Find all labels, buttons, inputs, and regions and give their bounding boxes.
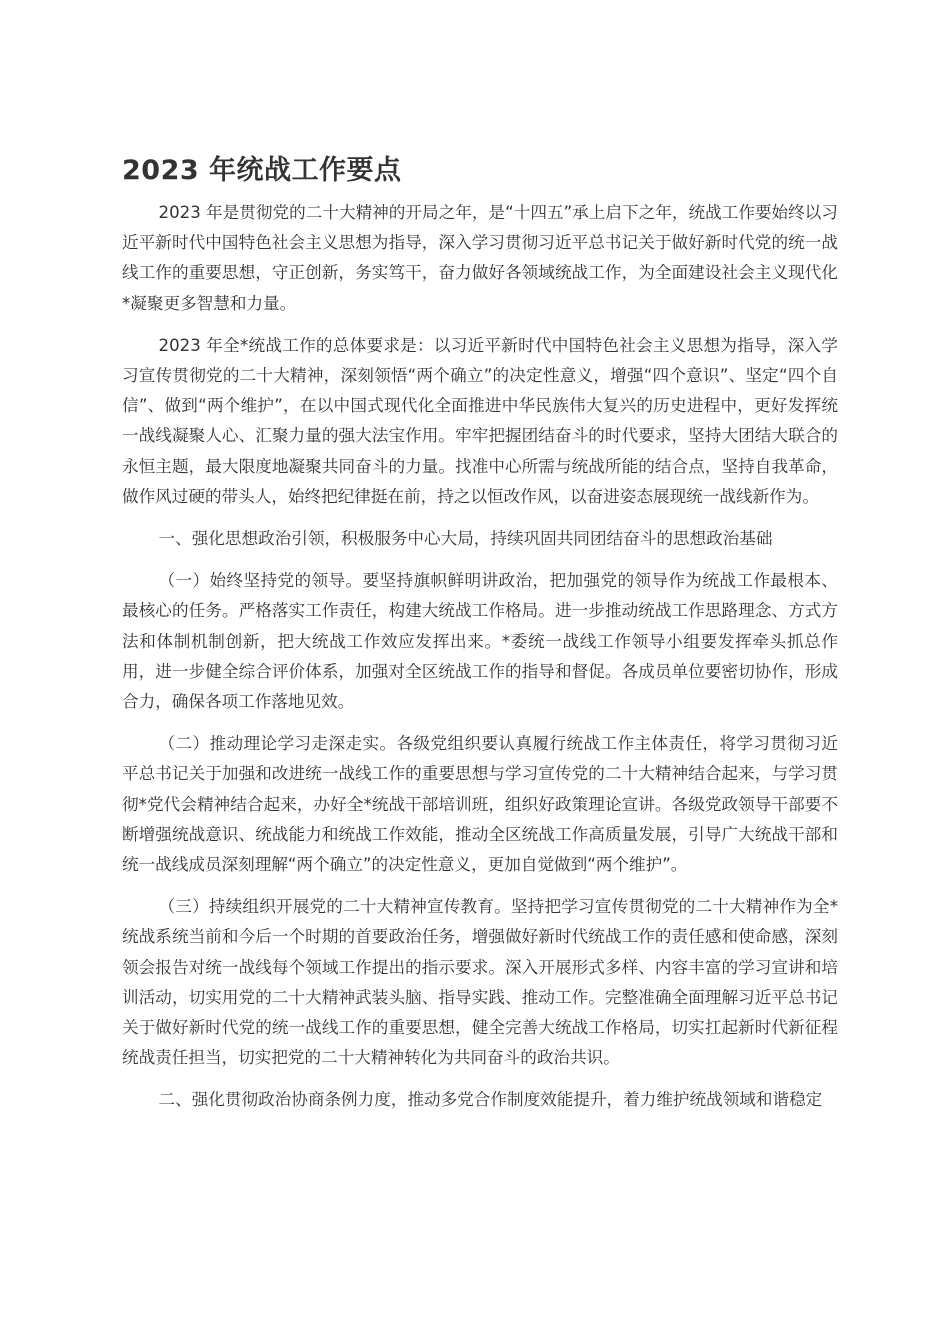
paragraph-item-3: （三）持续组织开展党的二十大精神宣传教育。坚持把学习宣传贯彻党的二十大精神作为全*统战系统当前和今后一个时期的首要政治任务，增强做好新时代统战工作的责任感和使命感，深刻领会报告对统一战线每个领域工作提出的指示要求。深入开展形式多样、内容丰富的学习宣讲和培训活动，切实用党的二十大精神武装头脑、指导实践、推动工作。完整准确全面理解习近平总书记关于做好新时代党的统一战线工作的重要思想，健全完善大统战工作格局，切实扛起新时代新征程统战责任担当，切实把党的二十大精神转化为共同奋斗的政治共识。 <box>122 897 838 1068</box>
document-title: 2023 年统战工作要点 <box>122 155 402 186</box>
paragraph-intro: 2023 年是贯彻党的二十大精神的开局之年，是“十四五”承上启下之年，统战工作要始终以习近平新时代中国特色社会主义思想为指导，深入学习贯彻习近平总书记关于做好新时代党的统一战线工作的重要思想，守正创新，务实笃干，奋力做好各领域统战工作，为全面建设社会主义现代化*凝聚更多智慧和力量。 <box>122 203 838 313</box>
paragraph-general-requirements: 2023 年全*统战工作的总体要求是：以习近平新时代中国特色社会主义思想为指导，深入学习宣传贯彻党的二十大精神，深刻领悟“两个确立”的决定性意义，增强“四个意识”、坚定“四个自信”、做到“两个维护”，在以中国式现代化全面推进中华民族伟大复兴的历史进程中，更好发挥统一战线凝聚人心、汇聚力量的强大法宝作用。牢牢把握团结奋斗的时代要求，坚持大团结大联合的永恒主题，最大限度地凝聚共同奋斗的力量。找准中心所需与统战所能的结合点，坚持自我革命，做作风过硬的带头人，始终把纪律挺在前，持之以恒改作风，以奋进姿态展现统一战线新作为。 <box>122 335 838 506</box>
document-page <box>122 150 838 1128</box>
paragraph-item-2: （二）推动理论学习走深走实。各级党组织要认真履行统战工作主体责任，将学习贯彻习近平总书记关于加强和改进统一战线工作的重要思想与学习宣传党的二十大精神结合起来，与学习贯彻*党代会精神结合起来，办好全*统战干部培训班，组织好政策理论宣讲。各级党政领导干部要不断增强统战意识、统战能力和统战工作效能，推动全区统战工作高质量发展，引导广大统战干部和统一战线成员深刻理解“两个确立”的决定性意义，更加自觉做到“两个维护”。 <box>122 734 838 875</box>
section-heading-2: 二、强化贯彻政治协商条例力度，推动多党合作制度效能提升，着力维护统战领域和谐稳定 <box>158 1090 823 1110</box>
paragraph-item-1: （一）始终坚持党的领导。要坚持旗帜鲜明讲政治，把加强党的领导作为统战工作最根本、最核心的任务。严格落实工作责任，构建大统战工作格局。进一步推动统战工作思路理念、方式方法和体制机制创新，把大统战工作效应发挥出来。*委统一战线工作领导小组要发挥牵头抓总作用，进一步健全综合评价体系，加强对全区统战工作的指导和督促。各成员单位要密切协作，形成合力，确保各项工作落地见效。 <box>122 571 838 712</box>
section-heading-1: 一、强化思想政治引领，积极服务中心大局，持续巩固共同团结奋斗的思想政治基础 <box>158 529 773 549</box>
